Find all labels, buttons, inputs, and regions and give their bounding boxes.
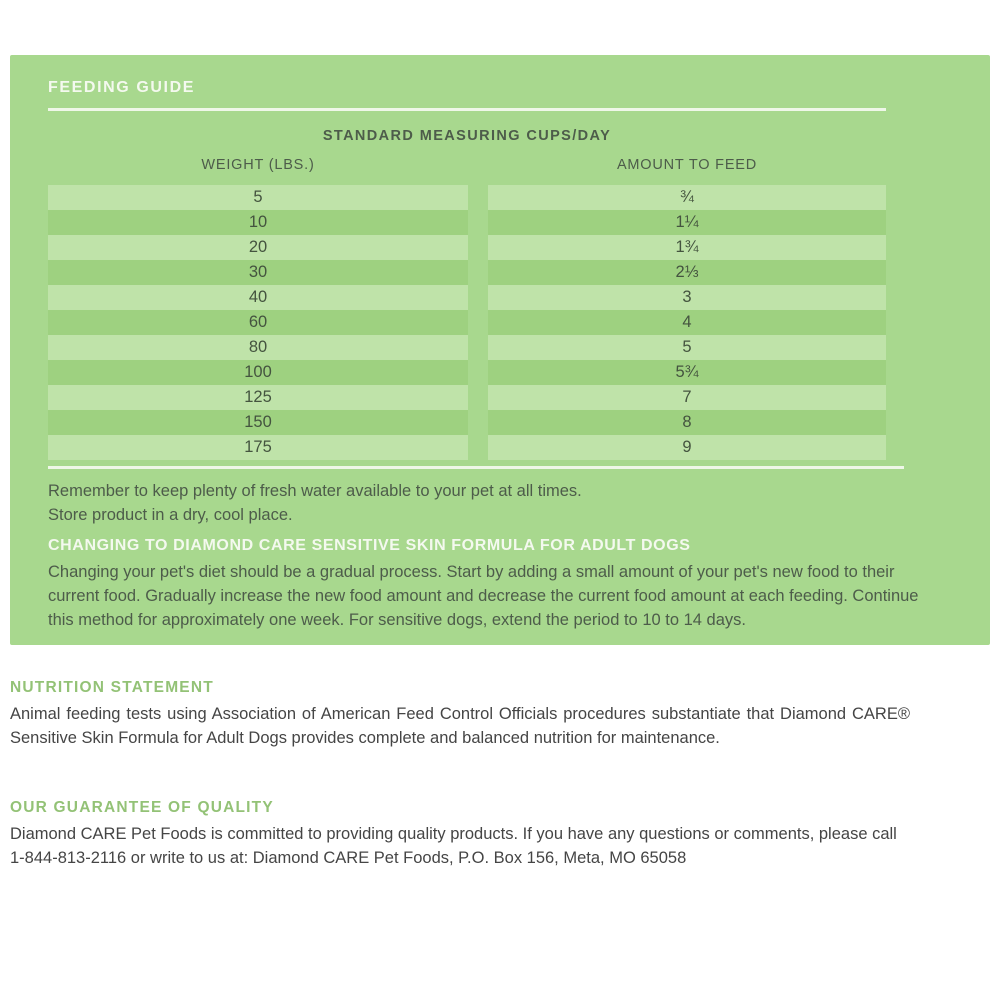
weight-cell: 20: [48, 235, 468, 260]
amount-cell: 3: [488, 285, 886, 310]
row-column-gap: [468, 410, 488, 435]
row-column-gap: [468, 435, 488, 460]
row-column-gap: [468, 335, 488, 360]
nutrition-statement-paragraph: Animal feeding tests using Association of American Feed Control Officials procedures substantiate that Diamond CARE® Sensitive Skin Formula for Adult Dogs provides complete and balanced nutrition for maintenance.: [10, 705, 910, 747]
panel-title: FEEDING GUIDE: [48, 79, 196, 96]
storage-note: Store product in a dry, cool place.: [48, 506, 293, 524]
amount-cell: 5¾: [488, 360, 886, 385]
amount-column-header: AMOUNT TO FEED: [616, 157, 758, 173]
weight-column-header: WEIGHT (LBS.): [201, 157, 315, 173]
weight-cell: 175: [48, 435, 468, 460]
amount-cell: 2⅓: [488, 260, 886, 285]
row-column-gap: [468, 285, 488, 310]
changing-formula-heading: CHANGING TO DIAMOND CARE SENSITIVE SKIN FORMULA FOR ADULT DOGS: [48, 537, 691, 554]
table-row: [48, 285, 886, 310]
table-row: [48, 435, 886, 460]
table-row: [48, 410, 886, 435]
amount-cell: 4: [488, 310, 886, 335]
changing-formula-paragraph: Changing your pet's diet should be a gradual process. Start by adding a small amount of your pet's new food to their current food. Gradually increase the new food amount and decrease the current food amount at each feeding. Continue this method for approximately one week. For sensitive dogs, extend the period to 10 to 14 days.: [48, 563, 919, 629]
weight-cell: 5: [48, 185, 468, 210]
table-column-headers: [48, 157, 886, 173]
weight-cell: 10: [48, 210, 468, 235]
weight-cell: 60: [48, 310, 468, 335]
row-column-gap: [468, 385, 488, 410]
amount-cell: 1¼: [488, 210, 886, 235]
nutrition-statement-heading: NUTRITION STATEMENT: [10, 679, 214, 696]
table-row: [48, 235, 886, 260]
weight-cell: 150: [48, 410, 468, 435]
guarantee-paragraph: Diamond CARE Pet Foods is committed to providing quality products. If you have any questions or comments, please call 1-844-813-2116 or write to us at: Diamond CARE Pet Foods, P.O. Box 156, Meta, MO 65058: [10, 825, 897, 867]
weight-cell: 40: [48, 285, 468, 310]
column-gap: [468, 157, 488, 173]
table-title: STANDARD MEASURING CUPS/DAY: [322, 128, 612, 144]
feeding-guide-panel: [10, 55, 990, 645]
row-column-gap: [468, 210, 488, 235]
table-row: [48, 385, 886, 410]
row-column-gap: [468, 310, 488, 335]
weight-cell: 100: [48, 360, 468, 385]
amount-cell: ¾: [488, 185, 886, 210]
guarantee-heading: OUR GUARANTEE OF QUALITY: [10, 799, 274, 816]
table-row: [48, 335, 886, 360]
feeding-table-body: [48, 185, 886, 460]
row-column-gap: [468, 235, 488, 260]
table-row: [48, 260, 886, 285]
row-column-gap: [468, 260, 488, 285]
table-row: [48, 210, 886, 235]
row-column-gap: [468, 360, 488, 385]
divider-line-bottom: [48, 466, 904, 469]
weight-cell: 30: [48, 260, 468, 285]
amount-cell: 1¾: [488, 235, 886, 260]
table-row: [48, 360, 886, 385]
row-column-gap: [468, 185, 488, 210]
care-notes: [48, 479, 928, 527]
divider-line-top: [48, 108, 886, 111]
table-row: [48, 185, 886, 210]
amount-cell: 8: [488, 410, 886, 435]
amount-cell: 9: [488, 435, 886, 460]
amount-cell: 5: [488, 335, 886, 360]
water-note: Remember to keep plenty of fresh water available to your pet at all times.: [48, 482, 582, 500]
table-row: [48, 310, 886, 335]
weight-cell: 80: [48, 335, 468, 360]
amount-cell: 7: [488, 385, 886, 410]
weight-cell: 125: [48, 385, 468, 410]
